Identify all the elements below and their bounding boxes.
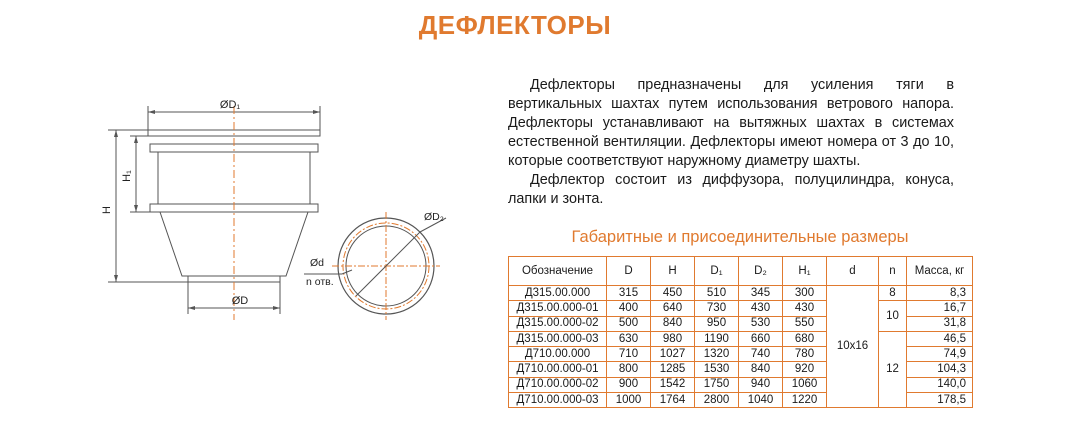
cell-d: 630 [607, 331, 651, 346]
cell-d2: 430 [739, 301, 783, 316]
header-cell: D₂ [739, 257, 783, 286]
cell-d1: 950 [695, 316, 739, 331]
deflector-drawing [90, 88, 470, 338]
cell-designation: Д710.00.000-03 [509, 393, 607, 408]
description-paragraph-2: Дефлектор состоит из диффузора, полуцилиндра, конуса, лапки и зонта. [508, 172, 954, 207]
cell-n-merged-12: 12 [879, 331, 907, 407]
cell-d: 710 [607, 347, 651, 362]
cell-h: 1027 [651, 347, 695, 362]
label-d1: ØD₁ [219, 99, 241, 111]
cell-h1: 780 [783, 347, 827, 362]
table-row [509, 286, 973, 301]
cell-d: 800 [607, 362, 651, 377]
cell-h1: 430 [783, 301, 827, 316]
cell-mass: 104,3 [907, 362, 973, 377]
header-cell: D [607, 257, 651, 286]
cell-n: 8 [879, 286, 907, 301]
cell-h1: 1220 [783, 393, 827, 408]
cell-d1: 730 [695, 301, 739, 316]
label-h1: H₁ [121, 170, 133, 182]
dimensions-table [508, 256, 973, 408]
cell-h1: 920 [783, 362, 827, 377]
cell-designation: Д315.00.000-01 [509, 301, 607, 316]
cell-d2: 530 [739, 316, 783, 331]
table-row [509, 301, 973, 316]
header-cell: Обозначение [509, 257, 607, 286]
cell-h: 980 [651, 331, 695, 346]
cell-d2: 940 [739, 377, 783, 392]
d2-leader [356, 232, 420, 296]
description [508, 76, 954, 209]
page-title: ДЕФЛЕКТОРЫ [418, 10, 612, 40]
cell-d1: 1750 [695, 377, 739, 392]
description-paragraph-1: Дефлекторы предназначены для усиления тяги в вертикальных шахтах путем использования ветрового напора. Дефлекторы устанавливают на вытяжных шахтах в системах естественной вентиляции. Дефлекторы имеют номера от 3 до 10, которые соответствуют наружному диаметру шахты. [508, 77, 954, 169]
cell-d2: 345 [739, 286, 783, 301]
cell-h: 840 [651, 316, 695, 331]
cell-designation: Д710.00.000-01 [509, 362, 607, 377]
cell-d1: 1190 [695, 331, 739, 346]
cell-d: 315 [607, 286, 651, 301]
cell-mass: 140,0 [907, 377, 973, 392]
cell-d: 400 [607, 301, 651, 316]
label-hole-n: n отв. [306, 276, 334, 288]
table-title: Габаритные и присоединительные размеры [571, 228, 909, 246]
cell-mass: 46,5 [907, 331, 973, 346]
front-view [108, 106, 320, 320]
cell-d2: 1040 [739, 393, 783, 408]
header-cell: D₁ [695, 257, 739, 286]
cell-d-merged: 10x16 [827, 286, 879, 408]
cell-mass: 74,9 [907, 347, 973, 362]
cell-d1: 1320 [695, 347, 739, 362]
cell-d1: 1530 [695, 362, 739, 377]
cell-h1: 680 [783, 331, 827, 346]
cell-n-merged-10: 10 [879, 301, 907, 332]
cell-designation: Д315.00.000-03 [509, 331, 607, 346]
cell-designation: Д710.00.000 [509, 347, 607, 362]
flange-plan-view [304, 212, 446, 320]
label-hole-d: Ød [310, 257, 325, 269]
cell-d1: 510 [695, 286, 739, 301]
flange [188, 276, 280, 282]
cell-d2: 740 [739, 347, 783, 362]
cell-h: 450 [651, 286, 695, 301]
header-cell: H [651, 257, 695, 286]
cell-h: 1542 [651, 377, 695, 392]
dimension-arrows [114, 110, 320, 310]
cell-mass: 8,3 [907, 286, 973, 301]
cell-h: 1764 [651, 393, 695, 408]
cell-designation: Д315.00.000-02 [509, 316, 607, 331]
header-cell: H₁ [783, 257, 827, 286]
cell-d2: 840 [739, 362, 783, 377]
header-cell: n [879, 257, 907, 286]
label-h: H [101, 206, 113, 214]
cell-h: 1285 [651, 362, 695, 377]
header-cell: d [827, 257, 879, 286]
header-cell: Масса, кг [907, 257, 973, 286]
cell-designation: Д710.00.000-02 [509, 377, 607, 392]
cell-h1: 550 [783, 316, 827, 331]
cell-h: 640 [651, 301, 695, 316]
cell-mass: 31,8 [907, 316, 973, 331]
table-header-row [509, 257, 973, 286]
cell-mass: 16,7 [907, 301, 973, 316]
cell-h1: 300 [783, 286, 827, 301]
cell-h1: 1060 [783, 377, 827, 392]
cell-d: 1000 [607, 393, 651, 408]
label-d: ØD [231, 295, 249, 307]
label-d2: ØD₂ [424, 211, 444, 223]
cell-mass: 178,5 [907, 393, 973, 408]
cell-designation: Д315.00.000 [509, 286, 607, 301]
cell-d2: 660 [739, 331, 783, 346]
cell-d: 900 [607, 377, 651, 392]
cell-d1: 2800 [695, 393, 739, 408]
table-row [509, 331, 973, 346]
cell-d: 500 [607, 316, 651, 331]
